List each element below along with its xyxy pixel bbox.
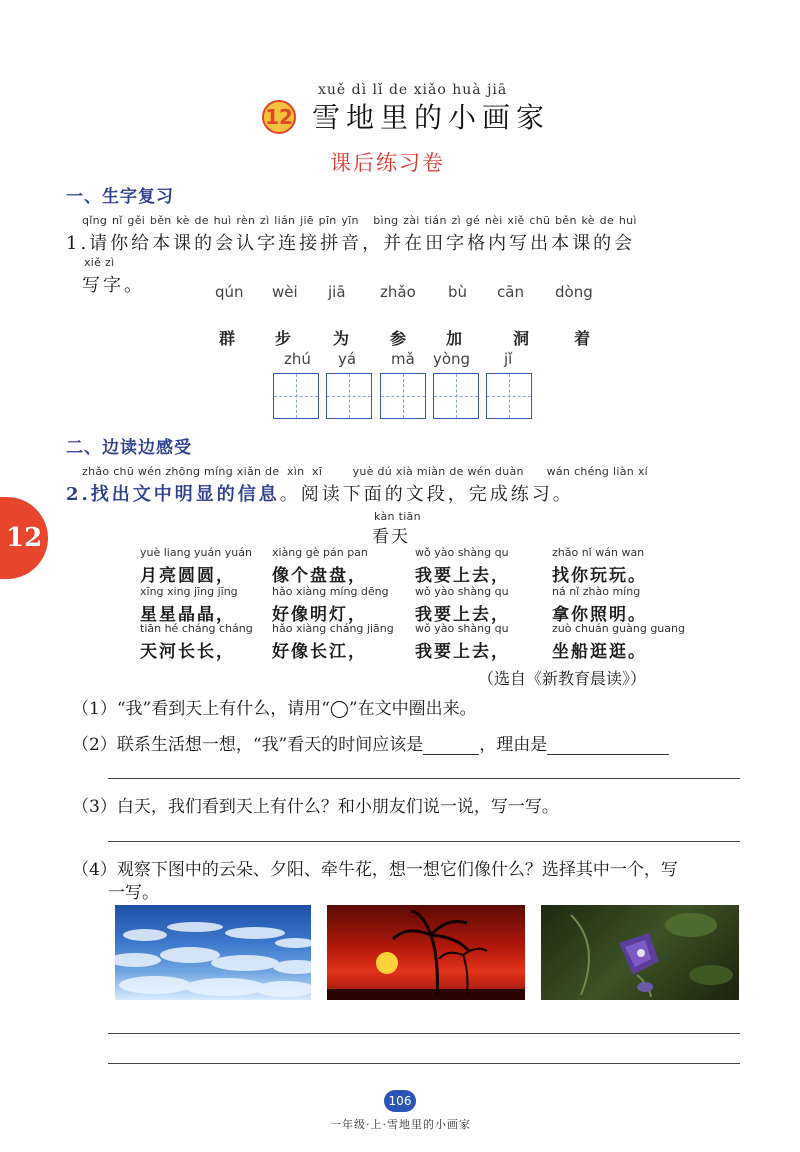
- clouds-photo: [115, 905, 311, 1000]
- poem-pinyin: wǒ yào shàng qu: [415, 546, 509, 559]
- q1-text-2: 写字。: [82, 275, 145, 296]
- pinyin-option[interactable]: dòng: [555, 283, 593, 301]
- question-2-part-b: ，理由是: [479, 735, 548, 755]
- grid-pinyin: yá: [338, 350, 357, 368]
- pinyin-option[interactable]: bù: [448, 283, 468, 301]
- poem-pinyin: yuè liang yuán yuán: [140, 546, 252, 559]
- poem-pinyin: tiān hé cháng cháng: [140, 622, 253, 635]
- grid-pinyin: jǐ: [504, 350, 513, 368]
- character-option[interactable]: 群: [219, 329, 236, 348]
- title-pinyin: xuě dì lǐ de xiǎo huà jiā: [318, 82, 508, 98]
- poem-text: 好像长江，: [272, 642, 367, 662]
- question-2: [72, 730, 669, 755]
- poem-pinyin: hǎo xiàng cháng jiāng: [272, 622, 394, 635]
- character-option[interactable]: 参: [390, 329, 407, 348]
- poem-text: 好像明灯，: [272, 605, 367, 625]
- poem-text: 拿你照明。: [552, 605, 647, 625]
- tianzige-box[interactable]: [486, 373, 532, 419]
- answer-line[interactable]: [108, 778, 740, 779]
- footer-caption: 一年级·上·雪地里的小画家: [330, 1118, 471, 1131]
- poem-pinyin: wǒ yào shàng qu: [415, 585, 509, 598]
- poem-text: 找你玩玩。: [552, 566, 647, 586]
- poem-pinyin: xīng xing jīng jīng: [140, 585, 238, 598]
- character-option[interactable]: 洞: [513, 329, 530, 348]
- pinyin-option[interactable]: wèi: [272, 283, 298, 301]
- tianzige-box[interactable]: [380, 373, 426, 419]
- character-option[interactable]: 着: [574, 329, 591, 348]
- poem-source: （选自《新教育晨读》）: [478, 669, 647, 688]
- answer-line[interactable]: [108, 841, 740, 842]
- page-title: 雪地里的小画家: [312, 101, 551, 134]
- section1-heading: 一、生字复习: [66, 187, 174, 207]
- poem-pinyin: ná nǐ zhào míng: [552, 585, 641, 598]
- question-1: （1）“我”看到天上有什么，请用“◯”在文中圈出来。: [72, 699, 477, 719]
- pinyin-option[interactable]: cān: [497, 283, 524, 301]
- question-3: （3）白天，我们看到天上有什么？和小朋友们说一说，写一写。: [72, 797, 559, 817]
- poem-text: 月亮圆圆，: [140, 566, 235, 586]
- pinyin-option[interactable]: jiā: [328, 283, 346, 301]
- q1-text: 1.请你给本课的会认字连接拼音，并在田字格内写出本课的会: [66, 233, 636, 254]
- poem-text: 星星晶晶，: [140, 605, 235, 625]
- question-4: （4）观察下图中的云朵、夕阳、牵牛花，想一想它们像什么？选择其中一个，写: [72, 860, 678, 880]
- poem-pinyin: xiàng gè pán pan: [272, 546, 368, 559]
- pinyin-option[interactable]: zhǎo: [380, 283, 416, 301]
- q2-bold-text: 2.找出文中明显的信息: [66, 484, 280, 505]
- lesson-number-badge: 12: [262, 100, 296, 134]
- character-option[interactable]: 加: [446, 329, 463, 348]
- page-subtitle: 课后练习卷: [330, 151, 445, 175]
- pinyin-option[interactable]: qún: [215, 283, 244, 301]
- poem-pinyin: zhǎo nǐ wán wan: [552, 546, 645, 559]
- character-option[interactable]: 步: [275, 329, 292, 348]
- grid-pinyin: mǎ: [391, 350, 415, 368]
- q1-pinyin-2: xiě zì: [84, 256, 115, 269]
- character-option[interactable]: 为: [333, 329, 350, 348]
- poem-pinyin: zuò chuán guàng guang: [552, 622, 685, 635]
- tianzige-box[interactable]: [433, 373, 479, 419]
- sunset-photo: [327, 905, 525, 1000]
- q2-text: [66, 480, 574, 506]
- poem-pinyin: wǒ yào shàng qu: [415, 622, 509, 635]
- poem-text: 天河长长，: [140, 642, 235, 662]
- poem-text: 我要上去，: [415, 642, 510, 662]
- grid-pinyin: zhú: [284, 350, 311, 368]
- q2-rest-text: 。阅读下面的文段，完成练习。: [279, 484, 574, 505]
- grid-pinyin: yòng: [433, 350, 471, 368]
- poem-pinyin: hǎo xiàng míng dēng: [272, 585, 389, 598]
- poem-text: 我要上去，: [415, 605, 510, 625]
- morning-glory-photo: [541, 905, 739, 1000]
- page-number: 106: [384, 1090, 416, 1112]
- poem-text: 像个盘盘，: [272, 566, 367, 586]
- chapter-side-tab: 12: [0, 497, 48, 579]
- tianzige-box[interactable]: [326, 373, 372, 419]
- poem-title: 看天: [372, 527, 410, 547]
- question-4-cont: 一写。: [108, 883, 159, 903]
- poem-text: 坐船逛逛。: [552, 642, 647, 662]
- question-2-part-a: （2）联系生活想一想，“我”看天的时间应该是: [72, 735, 424, 755]
- poem-text: 我要上去，: [415, 566, 510, 586]
- answer-blank-reason[interactable]: [547, 737, 669, 755]
- tianzige-box[interactable]: [273, 373, 319, 419]
- q2-pinyin: zhǎo chū wén zhōng míng xiǎn de xìn xī yuè dú xià miàn de wén duàn wán chéng liàn xí: [82, 465, 649, 478]
- section2-heading: 二、边读边感受: [66, 438, 192, 458]
- answer-line[interactable]: [108, 1063, 740, 1064]
- answer-line[interactable]: [108, 1033, 740, 1034]
- answer-blank-time[interactable]: [423, 737, 479, 755]
- poem-title-pinyin: kàn tiān: [374, 510, 421, 523]
- q1-pinyin: qǐng nǐ gěi běn kè de huì rèn zì lián jiē pīn yīn bìng zài tián zì gé nèi xiě chū běn kè de huì: [82, 214, 637, 227]
